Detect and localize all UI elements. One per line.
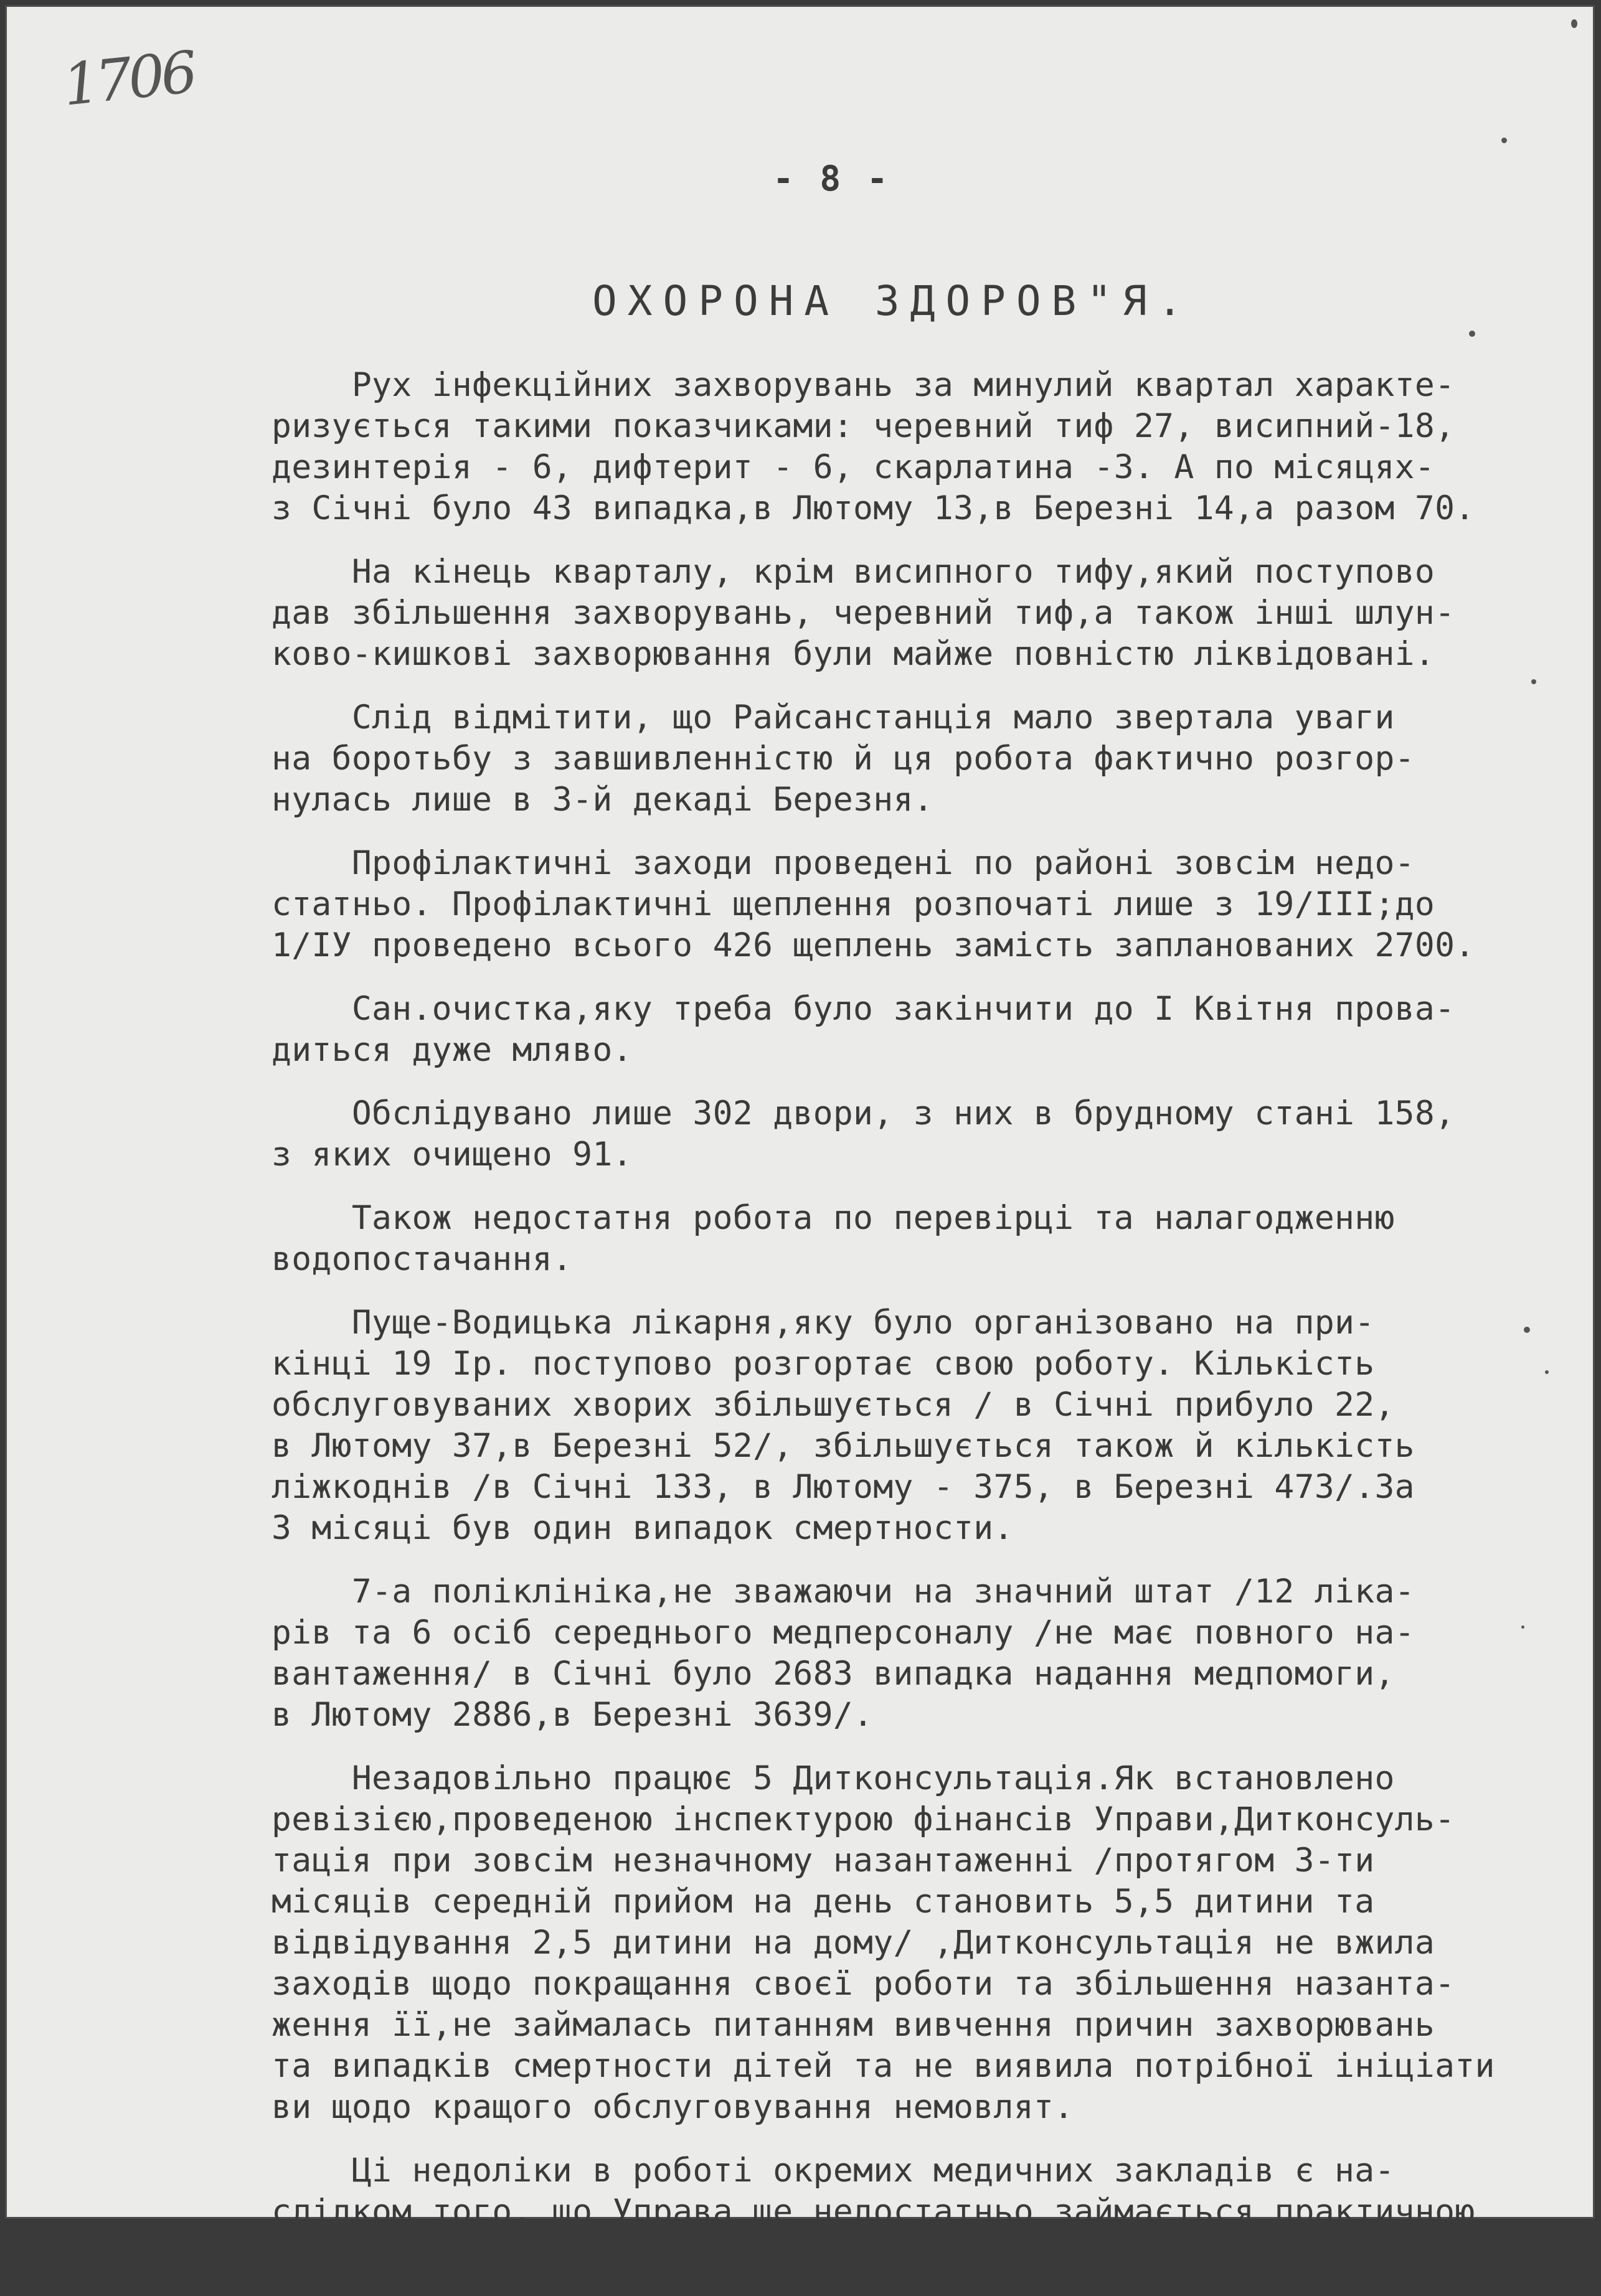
text-line: Пуще-Водицька лікарня,яку було організовано на при- [272, 1304, 1375, 1342]
text-line: в Лютому 2886,в Березні 3639/. [272, 1696, 874, 1734]
text-line: Слід відмітити, що Райсанстанція мало звертала уваги [272, 699, 1395, 736]
text-line: відвідування 2,5 дитини на дому/ ,Дитконсультація не вжила [272, 1924, 1435, 1962]
paragraph [272, 989, 1561, 1071]
paragraph [272, 1302, 1561, 1549]
text-line: дезинтерія - 6, дифтерит - 6, скарлатина -3. А по місяцях- [272, 448, 1435, 486]
paper-speck [1521, 1626, 1524, 1629]
paragraph [272, 1571, 1561, 1736]
text-line: Рух інфекційних захворувань за минулий квартал характе- [272, 366, 1455, 404]
document-body [272, 365, 1561, 2296]
text-line: рів та 6 осіб середнього медперсоналу /не має повного на- [272, 1614, 1415, 1652]
text-line: місяців середній прийом на день становить 5,5 дитини та [272, 1883, 1375, 1921]
paragraph [272, 365, 1561, 529]
paragraph [272, 843, 1561, 966]
paragraph [272, 552, 1561, 675]
text-line: Ці недоліки в роботі окремих медичних закладів є на- [272, 2152, 1395, 2190]
text-line: з яких очищено 91. [272, 1136, 633, 1174]
text-line: Профілактичні заходи проведені по районі зовсім недо- [272, 844, 1415, 882]
text-line: кінці 19 Ір. поступово розгортає свою роботу. Кількість [272, 1345, 1375, 1383]
text-line: ження її,не займалась питанням вивчення причин захворювань [272, 2006, 1435, 2044]
text-line: 7-а поліклініка,не зважаючи на значний штат /12 ліка- [272, 1573, 1415, 1611]
paper-speck [1545, 1370, 1549, 1374]
paragraph [272, 1758, 1561, 2128]
text-line: ризується такими показчиками: черевний тиф 27, висипний-18, [272, 407, 1455, 445]
text-line: водопостачання. [272, 1240, 573, 1278]
text-line: ково-кишкові захворювання були майже повністю ліквідовані. [272, 635, 1435, 673]
paragraph [272, 2150, 1561, 2274]
text-line: 1/ІУ проведено всього 426 щеплень замість запланованих 2700. [272, 926, 1475, 964]
paper-speck [1469, 331, 1475, 337]
page-title: ОХОРОНА ЗДОРОВ"Я. [592, 277, 1193, 325]
text-line: в Лютому 37,в Березні 52/, збільшується також й кількість [272, 1427, 1415, 1465]
text-line: диться дуже мляво. [272, 1031, 633, 1069]
paper-speck [1531, 679, 1536, 684]
text-line: заходів щодо покращання своєї роботи та збільшення назанта- [272, 1965, 1455, 2003]
text-line: ліжкоднів /в Січні 133, в Лютому - 375, в Березні 473/.За [272, 1468, 1415, 1506]
paper-speck [1501, 138, 1507, 143]
text-line: на боротьбу з завшивленністю й ця робота фактично розгор- [272, 740, 1415, 778]
paragraph [272, 697, 1561, 821]
text-line: Також недостатня робота по перевірці та налагодженню [272, 1199, 1395, 1237]
text-line: Сан.очистка,яку треба було закінчити до І Квітня прова- [272, 990, 1455, 1028]
text-line: Незадовільно працює 5 Дитконсультація.Як встановлено [272, 1759, 1395, 1797]
text-line: ви щодо кращого обслуговування немовлят. [272, 2088, 1074, 2126]
text-line: статньо. Профілактичні щеплення розпочаті лише з 19/ІІІ;до [272, 885, 1435, 923]
text-line: 3 місяці був один випадок смертности. [272, 1509, 1014, 1547]
text-line: з Січні було 43 випадка,в Лютому 13,в Березні 14,а разом 70. [272, 489, 1475, 527]
text-line: роботою їх та недосить контролює їх діяльність. [272, 2234, 1214, 2272]
document-page [5, 5, 1595, 2272]
paper-speck [1571, 19, 1577, 28]
page-number: - 8 - [773, 159, 890, 199]
text-line: слідком того, що Управа ще недостатньо займається практичною [272, 2193, 1475, 2231]
text-line: та випадків смертности дітей та не виявила потрібної ініціати [272, 2047, 1495, 2085]
text-line: ревізією,проведеною інспектурою фінансів Управи,Дитконсуль- [272, 1800, 1455, 1838]
archive-number: 1706 [59, 39, 197, 119]
paper-speck [1524, 1327, 1530, 1333]
paragraph [272, 1198, 1561, 1280]
text-line: обслуговуваних хворих збільшується / в Січні прибуло 22, [272, 1386, 1395, 1424]
text-line: Обслідувано лише 302 двори, з них в брудному стані 158, [272, 1094, 1455, 1132]
text-line: На кінець кварталу, крім висипного тифу,який поступово [272, 553, 1435, 591]
text-line: нулась лише в 3-й декаді Березня. [272, 781, 933, 819]
text-line: вантаження/ в Січні було 2683 випадка надання медпомоги, [272, 1655, 1395, 1693]
text-line: тація при зовсім незначному назантаженні /протягом 3-ти [272, 1842, 1375, 1880]
paragraph [272, 1093, 1561, 1175]
text-line: дав збільшення захворувань, черевний тиф,а також інші шлун- [272, 594, 1455, 632]
